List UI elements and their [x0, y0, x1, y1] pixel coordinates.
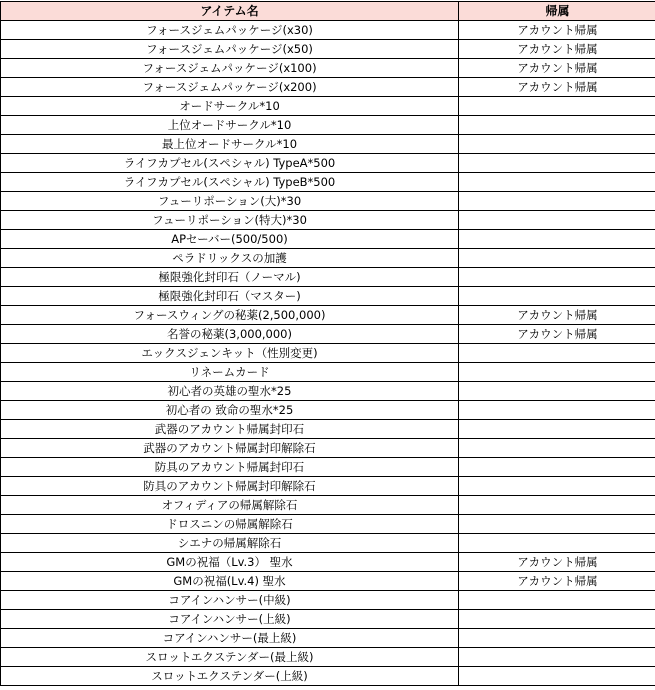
binding-cell	[459, 534, 655, 553]
table-header-row	[1, 2, 655, 21]
item-name-cell: GMの祝福(Lv.4) 聖水	[1, 572, 459, 591]
table-row	[1, 344, 655, 363]
binding-cell	[459, 192, 655, 211]
item-name-cell: 武器のアカウント帰属封印解除石	[1, 439, 459, 458]
binding-cell	[459, 515, 655, 534]
table-row	[1, 572, 655, 591]
binding-cell	[459, 268, 655, 287]
item-name-cell: シエナの帰属解除石	[1, 534, 459, 553]
item-name-cell: コアインハンサー(中級)	[1, 591, 459, 610]
table-body	[1, 21, 655, 686]
table-row	[1, 515, 655, 534]
table-row	[1, 591, 655, 610]
table-row	[1, 40, 655, 59]
table-row	[1, 116, 655, 135]
table-row	[1, 534, 655, 553]
binding-cell	[459, 249, 655, 268]
table-row	[1, 401, 655, 420]
item-name-cell: フューリポーション(特大)*30	[1, 211, 459, 230]
binding-cell	[459, 591, 655, 610]
table-row	[1, 420, 655, 439]
item-name-cell: オフィディアの帰属解除石	[1, 496, 459, 515]
item-name-cell: フォースジェムパッケージ(x100)	[1, 59, 459, 78]
binding-cell: アカウント帰属	[459, 553, 655, 572]
table-row	[1, 458, 655, 477]
table-row	[1, 610, 655, 629]
binding-cell	[459, 230, 655, 249]
table-row	[1, 667, 655, 686]
binding-cell	[459, 382, 655, 401]
table-row	[1, 97, 655, 116]
binding-cell	[459, 667, 655, 686]
binding-cell: アカウント帰属	[459, 572, 655, 591]
item-name-cell: フォースウィングの秘薬(2,500,000)	[1, 306, 459, 325]
binding-cell: アカウント帰属	[459, 40, 655, 59]
binding-cell	[459, 363, 655, 382]
table-row	[1, 382, 655, 401]
binding-cell	[459, 97, 655, 116]
binding-cell	[459, 116, 655, 135]
binding-cell	[459, 401, 655, 420]
table-row	[1, 629, 655, 648]
table-row	[1, 78, 655, 97]
table-row	[1, 648, 655, 667]
binding-cell	[459, 496, 655, 515]
item-name-cell: フューリポーション(大)*30	[1, 192, 459, 211]
table-row	[1, 59, 655, 78]
item-name-cell: 防具のアカウント帰属封印解除石	[1, 477, 459, 496]
binding-cell	[459, 211, 655, 230]
binding-cell: アカウント帰属	[459, 59, 655, 78]
column-header-binding: 帰属	[459, 2, 655, 21]
table-row	[1, 477, 655, 496]
table-row	[1, 268, 655, 287]
table-row	[1, 173, 655, 192]
table-row	[1, 21, 655, 40]
table-row	[1, 230, 655, 249]
column-header-item-name: アイテム名	[1, 2, 459, 21]
table-row	[1, 306, 655, 325]
binding-cell	[459, 135, 655, 154]
table-row	[1, 211, 655, 230]
item-name-cell: 極限強化封印石（ノーマル)	[1, 268, 459, 287]
item-name-cell: 最上位オードサークル*10	[1, 135, 459, 154]
table-row	[1, 135, 655, 154]
binding-cell	[459, 287, 655, 306]
table-row	[1, 287, 655, 306]
item-name-cell: ライフカプセル(スペシャル) TypeA*500	[1, 154, 459, 173]
item-name-cell: オードサークル*10	[1, 97, 459, 116]
binding-cell: アカウント帰属	[459, 78, 655, 97]
item-name-cell: ペラドリックスの加護	[1, 249, 459, 268]
item-name-cell: 初心者の 致命の聖水*25	[1, 401, 459, 420]
binding-cell: アカウント帰属	[459, 325, 655, 344]
item-name-cell: スロットエクステンダー(最上級)	[1, 648, 459, 667]
item-name-cell: コアインハンサー(最上級)	[1, 629, 459, 648]
binding-cell	[459, 439, 655, 458]
item-name-cell: 武器のアカウント帰属封印石	[1, 420, 459, 439]
item-name-cell: スロットエクステンダー(上級)	[1, 667, 459, 686]
item-name-cell: リネームカード	[1, 363, 459, 382]
item-name-cell: APセーバー(500/500)	[1, 230, 459, 249]
item-table	[0, 1, 655, 686]
item-name-cell: ライフカプセル(スペシャル) TypeB*500	[1, 173, 459, 192]
binding-cell	[459, 477, 655, 496]
item-name-cell: 極限強化封印石（マスター)	[1, 287, 459, 306]
item-name-cell: 防具のアカウント帰属封印石	[1, 458, 459, 477]
binding-cell	[459, 610, 655, 629]
table-row	[1, 325, 655, 344]
table-row	[1, 249, 655, 268]
item-name-cell: フォースジェムパッケージ(x200)	[1, 78, 459, 97]
item-name-cell: GMの祝福（Lv.3） 聖水	[1, 553, 459, 572]
binding-cell	[459, 344, 655, 363]
item-name-cell: コアインハンサー(上級)	[1, 610, 459, 629]
item-name-cell: エックスジェンキット（性別変更)	[1, 344, 459, 363]
item-name-cell: ドロスニンの帰属解除石	[1, 515, 459, 534]
table-row	[1, 154, 655, 173]
item-name-cell: フォースジェムパッケージ(x30)	[1, 21, 459, 40]
table-row	[1, 496, 655, 515]
binding-cell	[459, 173, 655, 192]
binding-cell	[459, 154, 655, 173]
item-name-cell: 初心者の英雄の聖水*25	[1, 382, 459, 401]
binding-cell	[459, 629, 655, 648]
table-row	[1, 192, 655, 211]
binding-cell	[459, 420, 655, 439]
binding-cell: アカウント帰属	[459, 306, 655, 325]
table-row	[1, 363, 655, 382]
item-name-cell: 名誉の秘薬(3,000,000)	[1, 325, 459, 344]
binding-cell	[459, 648, 655, 667]
item-name-cell: 上位オードサークル*10	[1, 116, 459, 135]
table-row	[1, 553, 655, 572]
binding-cell	[459, 458, 655, 477]
item-name-cell: フォースジェムパッケージ(x50)	[1, 40, 459, 59]
binding-cell: アカウント帰属	[459, 21, 655, 40]
table-row	[1, 439, 655, 458]
